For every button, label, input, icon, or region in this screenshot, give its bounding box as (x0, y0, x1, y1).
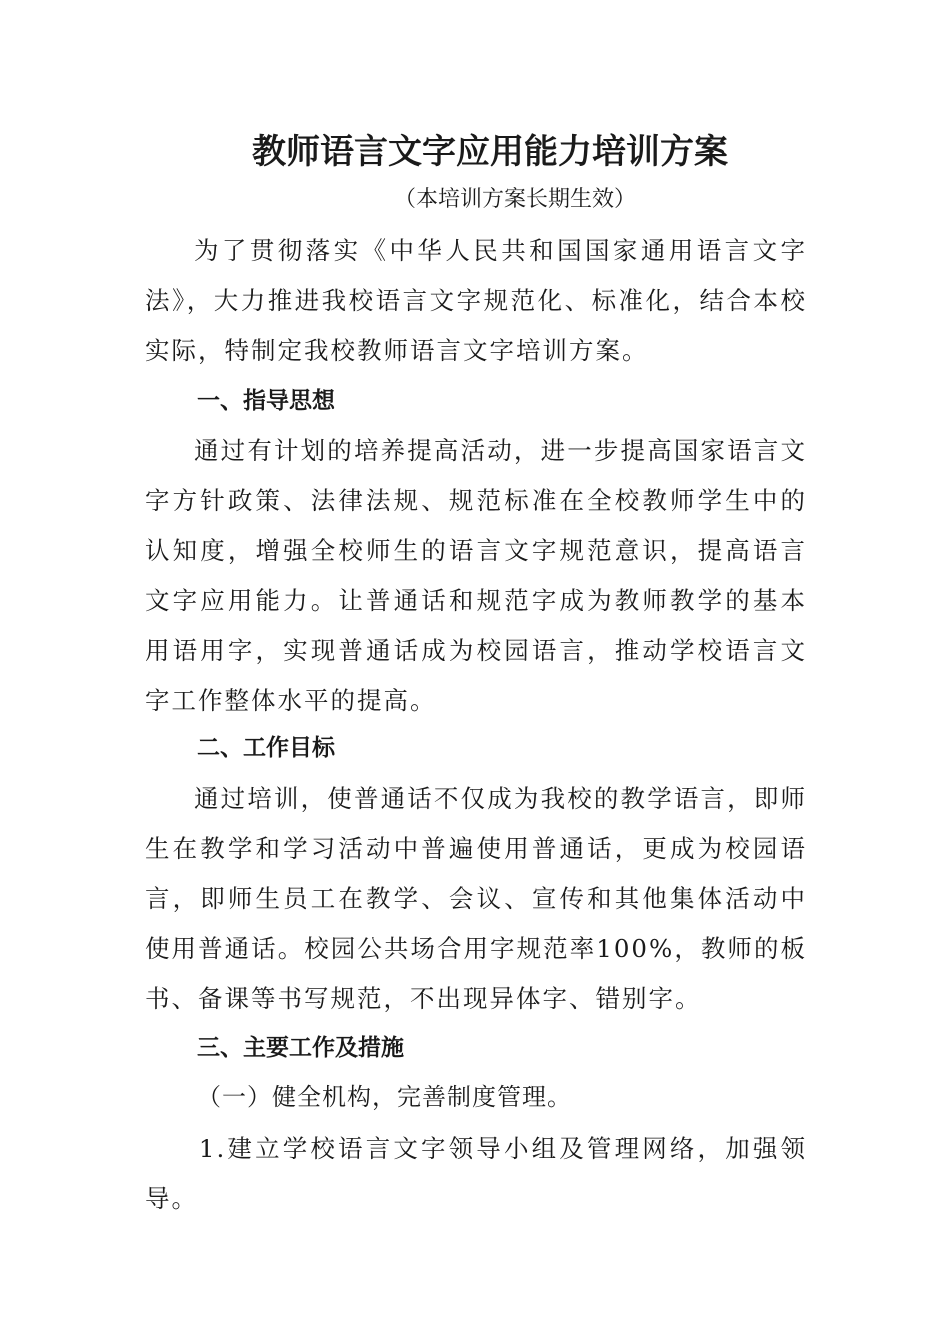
list-item: 1.建立学校语言文字领导小组及管理网络，加强领导。 (145, 1134, 807, 1213)
subsection-heading-organization: （一）健全机构，完善制度管理。 (197, 1083, 572, 1111)
intro-paragraph: 为了贯彻落实《中华人民共和国国家通用语言文字法》，大力推进我校语言文字规范化、标准化，结合本校实际，特制定我校教师语言文字培训方案。 (145, 236, 807, 365)
section-heading-work-goals: 二、工作目标 (197, 735, 335, 761)
section-heading-guiding-ideology: 一、指导思想 (197, 388, 335, 414)
section-heading-main-work-measures: 三、主要工作及措施 (197, 1035, 404, 1061)
section-paragraph-work-goals: 通过培训，使普通话不仅成为我校的教学语言，即师生在教学和学习活动中普遍使用普通话，更成为校园语言，即师生员工在教学、会议、宣传和其他集体活动中使用普通话。校园公共场合用字规范率100%，教师的板书、备课等书写规范，不出现异体字、错别字。 (145, 784, 807, 1013)
section-paragraph-guiding-ideology: 通过有计划的培养提高活动，进一步提高国家语言文字方针政策、法律法规、规范标准在全校教师学生中的认知度，增强全校师生的语言文字规范意识，提高语言文字应用能力。让普通话和规范字成为教师教学的基本用语用字，实现普通话成为校园语言，推动学校语言文字工作整体水平的提高。 (145, 436, 807, 715)
document-title: 教师语言文字应用能力培训方案 (252, 132, 728, 172)
document-subtitle: （本培训方案长期生效） (393, 187, 636, 212)
